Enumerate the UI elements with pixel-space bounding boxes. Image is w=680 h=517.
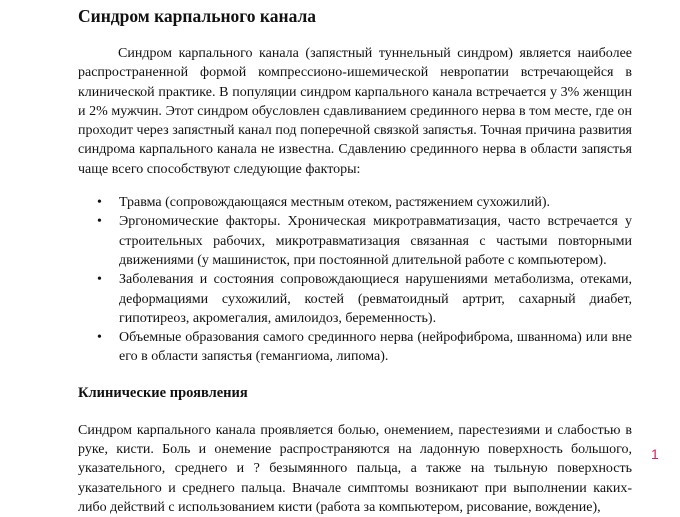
- clinical-paragraph: Синдром карпального канала проявляется болью, онемением, парестезиями и слабостью в руке, кисти. Боль и онемение распространяются на ладонную поверхность большого, указательного, среднего и ? безымянного пальца, а также на тыльную поверхность указательного и среднего пальца. Вначале симптомы возникают при выполнении каких-либо действий с использованием кисти (работа за компьютером, рисование, вождение),: [78, 422, 632, 515]
- list-item-text: Объемные образования самого срединного нерва (нейрофиброма, шваннома) или вне его в области запястья (гемангиома, липома).: [119, 330, 632, 365]
- list-item: [78, 328, 632, 367]
- list-item: [78, 212, 632, 270]
- section-heading: Клинические проявления: [78, 384, 248, 401]
- document-title: Синдром карпального канала: [78, 6, 317, 26]
- bullet-icon: •: [97, 195, 102, 211]
- bullet-icon: •: [97, 272, 102, 288]
- intro-paragraph: Синдром карпального канала (запястный туннельный синдром) является наиболее распространенной формой компрессионо-ишемической невропатии встречающейся в клинической практике. В популяции синдром карпального канала встречается у 3% женщин и 2% мужчин. Этот синдром обусловлен сдавливанием срединного нерва в том месте, где он проходит через запястный канал под поперечной связкой запястья. Точная причина развития синдрома карпального канала не известна. Сдавлению срединного нерва в области запястья чаще всего способствуют следующие факторы:: [78, 46, 632, 177]
- factors-list: [78, 193, 632, 367]
- list-item-text: Заболевания и состояния сопровождающиеся нарушениями метаболизма, отеками, деформациями сухожилий, костей (ревматоидный артрит, сахарный диабет, гипотиреоз, акромегалия, амилоидоз, беременность).: [119, 272, 632, 326]
- page-number: 1: [651, 446, 659, 462]
- list-item: [78, 193, 632, 212]
- list-item: [78, 270, 632, 328]
- bullet-icon: •: [97, 330, 102, 346]
- list-item-text: Травма (сопровождающаяся местным отеком, растяжением сухожилий).: [119, 195, 551, 211]
- list-item-text: Эргономические факторы. Хроническая микротравматизация, часто встречается у строительных рабочих, микротравматизация связанная с частыми повторными движениями (у машинисток, при постоянной длительной работе с компьютером).: [119, 214, 632, 268]
- document-page: [78, 0, 632, 517]
- bullet-icon: •: [97, 214, 102, 230]
